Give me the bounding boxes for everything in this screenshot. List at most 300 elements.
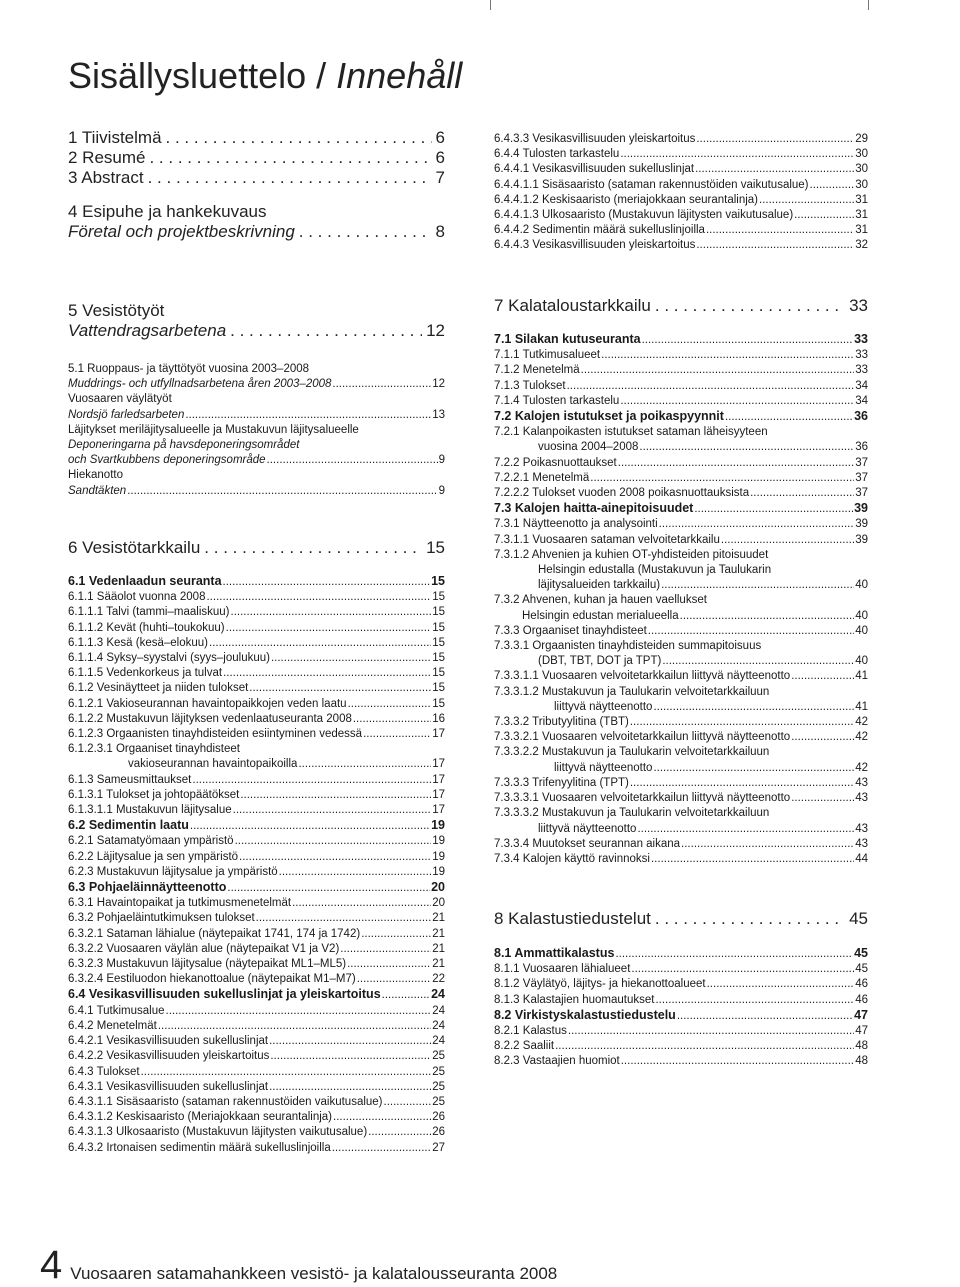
toc-entry[interactable] — [494, 409, 868, 425]
toc-entry[interactable] — [494, 791, 868, 806]
dot-leader — [149, 148, 431, 168]
toc-entry-page: 43 — [855, 822, 868, 835]
toc-entry-page: 25 — [432, 1095, 445, 1108]
toc-section-5-heading — [68, 301, 445, 341]
dot-leader — [637, 822, 854, 837]
toc-entry[interactable] — [494, 715, 868, 730]
toc-entry[interactable] — [494, 548, 868, 563]
dot-leader — [353, 712, 431, 727]
dot-leader — [223, 575, 431, 590]
toc-entry-page: 43 — [855, 776, 868, 789]
toc-entry-label: 7.3.1.1 Vuosaaren sataman velvoitetarkkailu — [494, 533, 720, 546]
toc-entry-label: 7.3.3.3.2 Mustakuvun ja Taulukarin velvoitetarkkailuun — [494, 807, 770, 820]
toc-entry-label: 8.1.3 Kalastajien huomautukset — [494, 993, 655, 1006]
toc-entry[interactable] — [68, 697, 445, 712]
toc-entry-label: 8.2.1 Kalastus — [494, 1025, 567, 1038]
toc-entry[interactable] — [494, 563, 868, 578]
dot-leader — [725, 410, 853, 425]
toc-entry-page: 40 — [855, 579, 868, 592]
toc-entry[interactable] — [68, 636, 445, 651]
dot-leader — [567, 379, 855, 394]
toc-entry-page: 37 — [855, 471, 868, 484]
toc-entry[interactable] — [68, 362, 445, 377]
dot-leader — [269, 1034, 431, 1049]
dot-leader — [298, 757, 431, 772]
toc-entry[interactable] — [494, 993, 868, 1008]
toc-entry[interactable] — [494, 624, 868, 639]
toc-entry-label: (DBT, TBT, DOT ja TPT) — [538, 655, 662, 668]
toc-entry[interactable] — [494, 162, 868, 177]
toc-entry-page: 45 — [855, 963, 868, 976]
dot-leader — [158, 1019, 431, 1034]
dot-leader — [347, 957, 431, 972]
toc-entry-label: 8.2.2 Saaliit — [494, 1040, 555, 1053]
dot-leader — [680, 609, 855, 624]
toc-entry[interactable] — [494, 730, 868, 745]
toc-entry[interactable] — [494, 837, 868, 852]
dot-leader — [190, 819, 430, 834]
toc-entry[interactable] — [494, 593, 868, 608]
toc-entry-page: 26 — [432, 1126, 445, 1139]
dot-leader — [333, 1110, 431, 1125]
toc-entry-label: 6.1.1.5 Vedenkorkeus ja tulvat — [68, 667, 223, 680]
dot-leader — [642, 333, 854, 348]
toc-entry-label: 6.4.2.2 Vesikasvillisuuden yleiskartoitus — [68, 1050, 270, 1063]
toc-entry[interactable] — [68, 788, 445, 803]
dot-leader — [696, 238, 854, 253]
toc-entry[interactable] — [494, 700, 868, 715]
toc-entry[interactable] — [68, 972, 445, 987]
dot-leader — [357, 972, 432, 987]
toc-entry-page: 32 — [855, 239, 868, 252]
toc-entry-page: 6 — [435, 128, 445, 147]
toc-entry[interactable] — [68, 1049, 445, 1064]
dot-leader — [721, 533, 854, 548]
toc-entry[interactable] — [494, 147, 868, 162]
dot-leader — [166, 128, 432, 148]
dot-leader — [269, 1080, 431, 1095]
toc-entry-page: 17 — [432, 758, 445, 771]
toc-entry[interactable] — [494, 946, 868, 962]
toc-entry[interactable] — [494, 517, 868, 532]
toc-entry-page: 15 — [432, 667, 445, 680]
toc-entry-label: 6.4.3.1.3 Ulkosaaristo (Mustakuvun läjitysten vaikutusalue) — [68, 1126, 368, 1139]
toc-entry-label: 8.2.3 Vastaajien huomiot — [494, 1055, 620, 1068]
dot-leader — [590, 471, 854, 486]
toc-entry-label: 6.4.4.3 Vesikasvillisuuden yleiskartoitus — [494, 239, 696, 252]
toc-entry-page: 42 — [855, 731, 868, 744]
toc-entry[interactable] — [68, 1080, 445, 1095]
toc-entry[interactable] — [494, 440, 868, 455]
toc-entry-page: 48 — [855, 1040, 868, 1053]
toc-entry[interactable] — [494, 348, 868, 363]
dot-leader — [621, 1054, 854, 1069]
toc-entry-page: 7 — [435, 168, 445, 187]
dot-leader — [791, 791, 854, 806]
toc-entry[interactable] — [68, 1065, 445, 1080]
toc-entry-page: 15 — [432, 591, 445, 604]
toc-entry-page: 43 — [855, 792, 868, 805]
toc-entry-label: Helsingin edustan merialueella — [522, 609, 679, 622]
toc-entry[interactable] — [68, 1019, 445, 1034]
toc-entry-label: 7.3.3.3.1 Vuosaaren velvoitetarkkailun liittyvä näytteenotto — [494, 792, 791, 805]
toc-entry-label: Hiekanotto — [68, 469, 123, 482]
toc-entry-page: 36 — [854, 409, 868, 424]
toc-entry-page: 31 — [855, 193, 868, 206]
toc-entry[interactable] — [494, 223, 868, 238]
dot-leader — [240, 788, 431, 803]
toc-entry-page: 25 — [432, 1050, 445, 1063]
toc-entry[interactable] — [68, 850, 445, 865]
toc-entry[interactable] — [494, 208, 868, 223]
toc-entry-label: liittyvä näytteenotto — [554, 761, 653, 774]
toc-entry-page: 16 — [432, 712, 445, 725]
toc-entry-label: vakioseurannan havaintopaikoilla — [128, 758, 298, 771]
dot-leader — [659, 517, 855, 532]
toc-entry[interactable] — [68, 438, 445, 453]
dot-leader — [810, 178, 855, 193]
dot-leader — [694, 502, 853, 517]
toc-entry-label: 7.3.3.2 Tributyylitina (TBT) — [494, 716, 629, 729]
toc-entry-page: 12 — [432, 378, 445, 391]
toc-entry[interactable] — [494, 471, 868, 486]
toc-entry[interactable] — [494, 456, 868, 471]
toc-entry[interactable] — [68, 621, 445, 636]
toc-entry[interactable] — [494, 977, 868, 992]
toc-entry-label: 6.1.3.1.1 Mustakuvun läjitysalue — [68, 804, 232, 817]
toc-entry[interactable] — [494, 501, 868, 517]
toc-entry[interactable] — [68, 803, 445, 818]
toc-entry-label: Deponeringarna på havsdeponeringsområdet — [68, 439, 300, 452]
toc-entry-page: 30 — [855, 178, 868, 191]
toc-entry-page: 17 — [432, 804, 445, 817]
toc-entry-label: 6.1.1.2 Kevät (huhti–toukokuu) — [68, 621, 225, 634]
toc-entry-page: 19 — [432, 835, 445, 848]
toc-entry[interactable] — [494, 332, 868, 348]
toc-entry[interactable]: 6 Vesistötarkkailu . . . 15 — [68, 538, 445, 558]
toc-entry-page: 31 — [855, 209, 868, 222]
toc-entry[interactable] — [494, 609, 868, 624]
toc-entry-page: 43 — [855, 837, 868, 850]
toc-entry[interactable]: 7 Kalataloustarkkailu . . . 33 — [494, 296, 868, 316]
toc-entry-page: 47 — [854, 1007, 868, 1022]
dot-leader — [348, 697, 432, 712]
toc-entry-page: 15 — [432, 636, 445, 649]
toc-entry-label: 6.2.1 Satamatyömaan ympäristö — [68, 835, 234, 848]
toc-entry-page: 15 — [432, 606, 445, 619]
toc-entry-label: 7.3.3 Orgaaniset tinayhdisteet — [494, 624, 647, 637]
toc-entry[interactable] — [494, 132, 868, 147]
toc-entry[interactable] — [68, 590, 445, 605]
dot-leader — [209, 636, 431, 651]
toc-entry-label: 6.4.3.1.1 Sisäsaaristo (sataman rakennustöiden vaikutusalue) — [68, 1095, 383, 1108]
toc-entry-label: 6.4.4.1 Vesikasvillisuuden sukelluslinjat — [494, 163, 695, 176]
toc-entry-label: 6.4.2 Menetelmät — [68, 1019, 157, 1032]
toc-entry[interactable] — [68, 605, 445, 620]
toc-entry[interactable] — [68, 1004, 445, 1019]
toc-entry-page: 31 — [855, 224, 868, 237]
toc-entry-label: 7.3.3.1.1 Vuosaaren velvoitetarkkailun liittyvä näytteenotto — [494, 670, 791, 683]
toc-entry-label: 6.3.2.3 Mustakuvun läjitysalue (näytepaikat ML1–ML5) — [68, 958, 347, 971]
toc-entry-label: och Svartkubbens deponeringsområde — [68, 454, 266, 467]
toc-entry[interactable]: 4 Esipuhe ja hankekuvaus — [68, 202, 267, 221]
toc-entry[interactable] — [494, 425, 868, 440]
toc-entry[interactable] — [68, 1095, 445, 1110]
toc-entry[interactable] — [494, 852, 868, 867]
toc-entry-label: 7.2.1 Kalanpoikasten istutukset sataman läheisyyteen — [494, 426, 768, 439]
toc-entry-page: 42 — [855, 716, 868, 729]
toc-entry-page: 39 — [855, 533, 868, 546]
toc-entry[interactable]: 8 Kalastustiedustelut . . . 45 — [494, 909, 868, 929]
dot-leader — [279, 865, 432, 880]
toc-section-8-heading — [494, 909, 868, 929]
toc-entry-page: 15 — [432, 652, 445, 665]
toc-entry-page: 17 — [432, 728, 445, 741]
toc-entry-label: 7.2.2.2 Tulokset vuoden 2008 poikasnuottauksista — [494, 487, 750, 500]
toc-entry[interactable] — [494, 363, 868, 378]
dot-leader — [555, 1039, 854, 1054]
toc-entry-label: 6.1.2.1 Vakioseurannan havaintopaikkojen veden laatu — [68, 697, 347, 710]
dot-leader — [382, 988, 430, 1003]
dot-leader — [361, 927, 431, 942]
toc-section-7-items — [494, 332, 868, 867]
toc-entry-page: 9 — [438, 454, 445, 467]
dot-leader — [662, 654, 854, 669]
toc-entry-page: 40 — [855, 655, 868, 668]
toc-entry-label: 6.4.4.1.1 Sisäsaaristo (sataman rakennustöiden vaikutusalue) — [494, 178, 809, 191]
toc-entry-label: 7.3.3.3 Trifenyylitina (TPT) — [494, 776, 629, 789]
dot-leader — [618, 456, 854, 471]
toc-entry[interactable] — [68, 651, 445, 666]
toc-entry[interactable] — [68, 911, 445, 926]
toc-entry-label: 3 Abstract — [68, 168, 144, 187]
toc-entry-label: 6.3.2 Pohjaeläintutkimuksen tulokset — [68, 912, 255, 925]
toc-entry[interactable] — [68, 1110, 445, 1125]
toc-entry-label: 6.4.4.2 Sedimentin määrä sukelluslinjoilla — [494, 224, 705, 237]
toc-entry-page: 21 — [432, 927, 445, 940]
toc-entry-page: 24 — [431, 987, 445, 1002]
toc-section-7-heading — [494, 296, 868, 316]
toc-entry-label: Nordsjö farledsarbeten — [68, 408, 185, 421]
toc-entry[interactable] — [68, 942, 445, 957]
toc-entry[interactable] — [494, 1054, 868, 1069]
toc-entry-page: 20 — [431, 880, 445, 895]
toc-entry-page: 25 — [432, 1065, 445, 1078]
toc-entry-label: 6.1.1.4 Syksy–syystalvi (syys–joulukuu) — [68, 652, 270, 665]
dot-leader — [630, 715, 854, 730]
toc-entry-label: 6.1.3.1 Tulokset ja johtopäätökset — [68, 788, 240, 801]
toc-entry-page: 37 — [855, 487, 868, 500]
page-edge-mark — [490, 0, 491, 10]
dot-leader — [227, 881, 430, 896]
toc-entry[interactable] — [494, 486, 868, 501]
page-footer — [40, 1243, 558, 1287]
dot-leader — [681, 837, 854, 852]
toc-entry-page: 20 — [432, 897, 445, 910]
toc-entry[interactable] — [494, 379, 868, 394]
toc-entry[interactable] — [494, 761, 868, 776]
toc-entry[interactable] — [494, 669, 868, 684]
dot-leader — [791, 730, 854, 745]
toc-entry[interactable] — [68, 712, 445, 727]
toc-entry[interactable] — [494, 776, 868, 791]
toc-entry-page: 30 — [855, 148, 868, 161]
toc-entry[interactable] — [68, 468, 445, 483]
toc-entry-label: Vuosaaren väylätyöt — [68, 393, 172, 406]
toc-entry-page: 19 — [432, 850, 445, 863]
dot-leader — [677, 1009, 853, 1024]
toc-entry-label: 2 Resumé — [68, 148, 146, 167]
toc-entry-label: liittyvä näytteenotto — [538, 822, 637, 835]
toc-entry-label: 8.1 Ammattikalastus — [494, 946, 615, 960]
toc-entry-page: 6 — [435, 148, 445, 167]
toc-entry[interactable] — [68, 666, 445, 681]
toc-entry-label: 6.3.2.2 Vuosaaren väylän alue (näytepaikat V1 ja V2) — [68, 942, 340, 955]
dot-leader — [651, 852, 854, 867]
toc-entry[interactable] — [68, 727, 445, 742]
toc-entry-page: 44 — [855, 852, 868, 865]
toc-entry[interactable] — [68, 834, 445, 849]
toc-entry[interactable] — [68, 1125, 445, 1140]
toc-entry-page: 33 — [855, 364, 868, 377]
toc-entry-page: 36 — [855, 441, 868, 454]
toc-entry[interactable] — [68, 168, 445, 188]
toc-entry-page: 15 — [431, 574, 445, 588]
toc-entry-page: 27 — [432, 1141, 445, 1154]
dot-leader — [249, 681, 431, 696]
dot-leader — [794, 208, 854, 223]
dot-leader — [185, 408, 431, 423]
toc-entry-page: 26 — [432, 1111, 445, 1124]
toc-entry[interactable] — [494, 1039, 868, 1054]
dot-leader — [239, 850, 431, 865]
toc-entry[interactable] — [68, 987, 445, 1003]
toc-entry[interactable] — [494, 1024, 868, 1039]
toc-entry-page: 45 — [854, 946, 868, 960]
toc-entry[interactable] — [68, 423, 445, 438]
dot-leader — [639, 440, 854, 455]
toc-entry[interactable]: Företal och projektbeskrivning . . . 8 — [68, 222, 445, 242]
toc-entry-label: liittyvä näytteenotto — [554, 700, 653, 713]
toc-entry-label: 7.1.3 Tulokset — [494, 379, 566, 392]
dot-leader — [363, 727, 431, 742]
toc-entry[interactable] — [68, 408, 445, 423]
toc-entry-label: 8.1.2 Väylätyö, läjitys- ja hiekanottoalueet — [494, 978, 706, 991]
page-edge-mark — [868, 0, 869, 10]
toc-entry-label: 6.4.4 Tulosten tarkastelu — [494, 148, 620, 161]
toc-entry[interactable] — [68, 880, 445, 896]
toc-entry[interactable] — [494, 654, 868, 669]
toc-entry[interactable] — [68, 128, 445, 148]
toc-entry-label: 6.3.2.4 Eestiluodon hiekanottoalue (näytepaikat M1–M7) — [68, 973, 356, 986]
toc-entry-label: 8.2 Virkistyskalastustiedustelu — [494, 1007, 676, 1022]
toc-entry-label: 6.4.3.3 Vesikasvillisuuden yleiskartoitus — [494, 133, 696, 145]
toc-entry[interactable] — [494, 806, 868, 821]
toc-entry-label: 1 Tiivistelmä — [68, 128, 162, 147]
toc-entry[interactable] — [68, 574, 445, 590]
toc-entry[interactable] — [494, 578, 868, 593]
toc-entry[interactable] — [68, 453, 445, 468]
toc-entry[interactable] — [494, 178, 868, 193]
toc-entry-page: 21 — [432, 958, 445, 971]
toc-entry[interactable] — [494, 1008, 868, 1024]
toc-entry[interactable] — [68, 896, 445, 911]
toc-entry[interactable] — [68, 681, 445, 696]
toc-entry-page: 21 — [432, 942, 445, 955]
toc-entry-label: 7.1 Silakan kutuseuranta — [494, 332, 641, 346]
toc-entry-page: 19 — [432, 865, 445, 878]
dot-leader — [127, 484, 437, 499]
toc-entry[interactable] — [494, 394, 868, 409]
toc-entry-label: 8.1.1 Vuosaaren lähialueet — [494, 963, 631, 976]
dot-leader — [231, 605, 432, 620]
toc-entry[interactable] — [68, 927, 445, 942]
toc-entry-label: vuosina 2004–2008 — [538, 441, 639, 454]
toc-entry-label: 6.4.2.1 Vesikasvillisuuden sukelluslinjat — [68, 1035, 269, 1048]
toc-entry[interactable] — [68, 957, 445, 972]
toc-entry[interactable] — [494, 639, 868, 654]
toc-entry[interactable] — [494, 962, 868, 977]
dot-leader — [270, 1049, 431, 1064]
toc-entry[interactable] — [68, 773, 445, 788]
toc-entry-label: 6.1.2 Vesinäytteet ja niiden tulokset — [68, 682, 249, 695]
toc-entry-page: 24 — [432, 1035, 445, 1048]
toc-entry[interactable] — [68, 392, 445, 407]
dot-leader — [630, 776, 854, 791]
toc-section-6-heading — [68, 538, 445, 558]
toc-entry[interactable] — [68, 484, 445, 499]
toc-entry-label: läjitysalueiden tarkkailu) — [538, 579, 661, 592]
toc-section-6-items — [68, 574, 445, 1156]
toc-entry-label: 6.4.3.1.2 Keskisaaristo (Meriajokkaan seurantalinja) — [68, 1111, 332, 1124]
toc-entry-label: 7.1.4 Tulosten tarkastelu — [494, 394, 620, 407]
toc-entry-label: 6.4 Vesikasvillisuuden sukelluslinjat ja yleiskartoitus — [68, 987, 381, 1002]
toc-entry[interactable] — [68, 865, 445, 880]
toc-entry-page: 47 — [855, 1025, 868, 1038]
toc-entry[interactable] — [68, 757, 445, 772]
dot-leader — [648, 624, 854, 639]
toc-entry[interactable] — [68, 742, 445, 757]
toc-entry[interactable] — [68, 148, 445, 168]
dot-leader — [568, 1024, 854, 1039]
dot-leader — [271, 651, 431, 666]
toc-entry[interactable] — [494, 193, 868, 208]
toc-entry[interactable] — [68, 1034, 445, 1049]
dot-leader — [615, 947, 853, 962]
toc-entry-label: 7.3.3.1 Orgaanisten tinayhdisteiden summapitoisuus — [494, 640, 762, 653]
toc-entry[interactable]: 5 Vesistötyöt — [68, 301, 165, 320]
toc-entry[interactable]: Vattendragsarbetena . . . 12 — [68, 321, 445, 341]
toc-entry-page: 13 — [432, 408, 445, 421]
toc-entry-label: 6.4.4.1.2 Keskisaaristo (meriajokkaan seurantalinja) — [494, 193, 758, 206]
dot-leader — [631, 962, 854, 977]
toc-entry-page: 15 — [432, 621, 445, 634]
toc-entry[interactable] — [494, 745, 868, 760]
toc-entry[interactable] — [494, 533, 868, 548]
dot-leader — [223, 666, 431, 681]
toc-entry[interactable] — [68, 1141, 445, 1156]
dot-leader — [695, 162, 854, 177]
toc-entry-page: 41 — [855, 700, 868, 713]
dot-leader — [706, 223, 854, 238]
toc-entry[interactable] — [494, 822, 868, 837]
toc-entry[interactable] — [68, 377, 445, 392]
dot-leader — [292, 896, 431, 911]
toc-entry[interactable] — [494, 238, 868, 253]
toc-entry-page: 17 — [432, 788, 445, 801]
toc-entry[interactable] — [68, 818, 445, 834]
toc-entry[interactable] — [494, 685, 868, 700]
